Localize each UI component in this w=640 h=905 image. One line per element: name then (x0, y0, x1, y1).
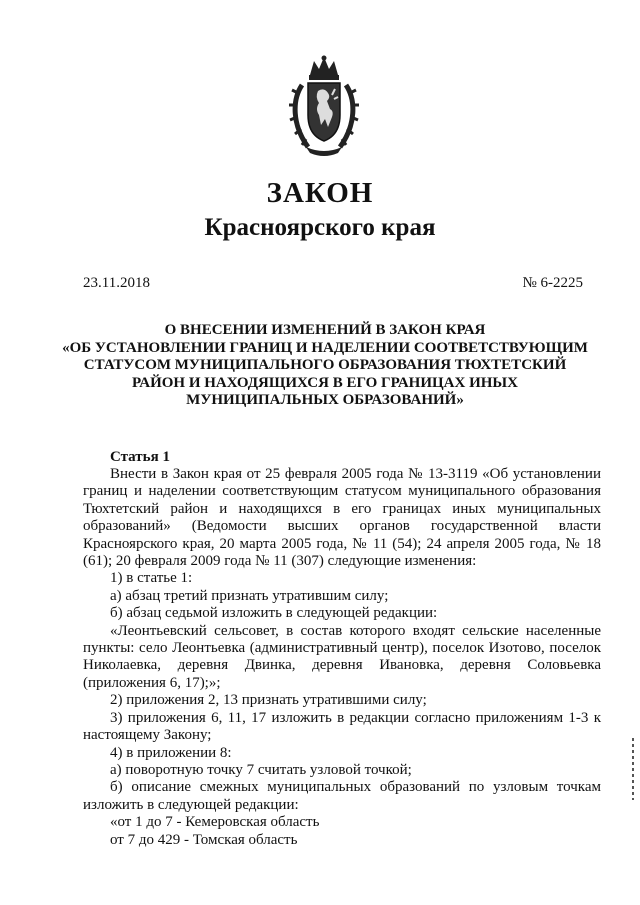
article-paragraph: 2) приложения 2, 13 признать утратившими силу; (110, 692, 427, 709)
article-paragraph: «Леонтьевский сельсовет, в состав которого входят сельские населенные пункты: село Леонтьевка (административный центр), поселок Изотово, поселок Николаевка, деревня Двинка, деревня Ивановка, деревня Соловьевка (приложения 6, 17);»; (83, 622, 601, 691)
article-paragraph: б) описание смежных муниципальных образований по узловым точкам изложить в следующей редакции: (83, 779, 601, 813)
law-date: 23.11.2018 (83, 275, 150, 291)
law-heading (60, 322, 590, 410)
heading-line: О ВНЕСЕНИИ ИЗМЕНЕНИЙ В ЗАКОН КРАЯ (164, 322, 486, 338)
heading-line: РАЙОН И НАХОДЯЩИХСЯ В ЕГО ГРАНИЦАХ ИНЫХ (132, 374, 518, 391)
article-paragraph: а) поворотную точку 7 считать узловой точкой; (110, 761, 412, 778)
law-number: № 6-2225 (522, 275, 583, 291)
article-paragraph: 1) в статье 1: (110, 570, 193, 587)
article-body (83, 466, 601, 849)
heading-line: МУНИЦИПАЛЬНЫХ ОБРАЗОВАНИЙ» (186, 392, 464, 408)
scan-edge-mark (632, 738, 634, 800)
article-paragraph: б) абзац седьмой изложить в следующей редакции: (110, 605, 438, 622)
article-paragraph: 3) приложения 6, 11, 17 изложить в редакции согласно приложениям 1-3 к настоящему Закону; (83, 709, 601, 744)
document-subtitle: Красноярского края (204, 214, 436, 241)
article-paragraph: а) абзац третий признать утратившим силу; (110, 587, 389, 604)
document-title: ЗАКОН (266, 177, 374, 209)
article-paragraph: от 7 до 429 - Томская область (110, 831, 298, 848)
article-paragraph: 4) в приложении 8: (110, 744, 232, 761)
heading-line: «ОБ УСТАНОВЛЕНИИ ГРАНИЦ И НАДЕЛЕНИИ СООТВЕТСТВУЮЩИМ (62, 339, 588, 356)
heading-line: СТАТУСОМ МУНИЦИПАЛЬНОГО ОБРАЗОВАНИЯ ТЮХТЕТСКИЙ (83, 357, 567, 373)
article-title: Статья 1 (110, 449, 170, 465)
article-paragraph: «от 1 до 7 - Кемеровская область (110, 814, 320, 831)
krasnoyarsk-coat-of-arms-icon (288, 55, 360, 157)
article-paragraph: Внести в Закон края от 25 февраля 2005 года № 13-3119 «Об установлении границ и наделении соответствующим статусом муниципального образования Тюхтетский район и находящихся в его границах иных муниципальных образований» (Ведомости высших органов государственной власти Красноярского края, 20 марта 2005 года, № 11 (54); 24 апреля 2005 года, № 18 (61); 20 февраля 2009 года № 11 (307) следующие изменения: (83, 466, 601, 570)
